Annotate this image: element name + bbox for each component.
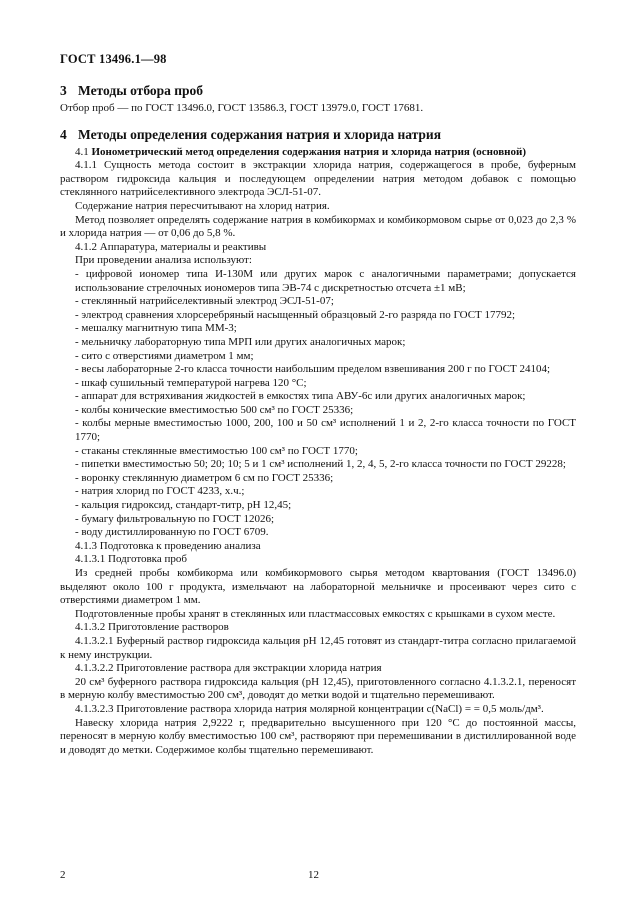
paragraph: 4.1.2 Аппаратура, материалы и реактивы [75,240,267,253]
section-3-text: Отбор проб — по ГОСТ 13496.0, ГОСТ 13586.3, ГОСТ 13979.0, ГОСТ 17681. [60,102,424,114]
paragraph: Навеску хлорида натрия 2,9222 г, предварительно высушенного при 120 °С до постоянной массы, переносят в мерную колбу вместимостью 100 см³, растворяют при перемешивании в дистиллированной воде и доводят до метки. Содержимое колбы тщательно перемешивают. [60,716,576,756]
paragraph: Метод позволяет определять содержание натрия в комбикормах и комбикормовом сырье от 0,023 до 2,3 % и хлорида натрия — от 0,06 до 5,8 %. [60,213,576,240]
paragraph [60,146,576,160]
list-item: - мельничку лабораторную типа МРП или других аналогичных марок; [75,335,406,348]
section-4-content [60,146,576,758]
list-item: - аппарат для встряхивания жидкостей в емкостях типа АВУ-6с или других аналогичных марок; [75,390,526,403]
list-item: - воду дистиллированную по ГОСТ 6709. [75,526,269,539]
section-3-number: 3 [60,83,67,98]
list-item: - натрия хлорид по ГОСТ 4233, х.ч.; [75,485,245,498]
list-item: - электрод сравнения хлорсеребряный насыщенный образцовый 2-го разряда по ГОСТ 17792; [75,308,516,321]
paragraph: При проведении анализа используют: [75,254,252,267]
paragraph: 4.1.3 Подготовка к проведению анализа [75,539,261,552]
list-item: - колбы конические вместимостью 500 см³ по ГОСТ 25336; [75,403,354,416]
list-item: - цифровой иономер типа И-130М или других марок с аналогичными параметрами; допускается использование стрелочных иономеров типа ЭВ-74 с дискретностью отсчета ±1 мВ; [75,267,576,294]
list-item: - воронку стеклянную диаметром 6 см по ГОСТ 25336; [75,471,334,484]
paragraph-heading-run: Ионометрический метод определения содержания натрия и хлорида натрия (основной) [91,145,527,158]
list-item: - сито с отверстиями диаметром 1 мм; [75,349,254,362]
list-item: - мешалку магнитную типа ММ-3; [75,322,237,335]
list-item: - стаканы стеклянные вместимостью 100 см³ по ГОСТ 1770; [75,444,358,457]
list-item: - колбы мерные вместимостью 1000, 200, 100 и 50 см³ исполнений 1 и 2, 2-го класса точности по ГОСТ 1770; [75,417,576,444]
section-4-number: 4 [60,126,67,142]
paragraph: Подготовленные пробы хранят в стеклянных или пластмассовых емкостях с крышками в сухом месте. [75,607,556,620]
paragraph: 4.1.3.2.3 Приготовление раствора хлорида натрия молярной концентрации с(NaCl) = = 0,5 моль/дм³. [75,702,544,715]
paragraph-run: 4.1 [75,145,92,158]
paragraph: 4.1.3.2.1 Буферный раствор гидроксида кальция рН 12,45 готовят из стандарт-титра согласно прилагаемой к нему инструкции. [60,634,576,661]
sheet-number: 12 [308,869,319,881]
section-4-heading [60,126,576,143]
page-number: 2 [60,869,66,881]
paragraph: 4.1.3.1 Подготовка проб [75,553,187,566]
paragraph: 4.1.1 Сущность метода состоит в экстракции хлорида натрия, содержащегося в пробе, буферным раствором гидроксида кальция и последующем определении натрия методом добавок с помощью стеклянного натрийселективного электрода ЭСЛ-51-07. [60,159,576,199]
paragraph: Из средней пробы комбикорма или комбикормового сырья методом квартования (ГОСТ 13496.0) выделяют около 100 г продукта, измельчают на лабораторной мельничке и просеивают через сито с отверстиями диаметром 1 мм. [60,567,576,607]
list-item: - шкаф сушильный температурой нагрева 120 °С; [75,376,307,389]
list-item: - весы лабораторные 2-го класса точности наибольшим пределом взвешивания 200 г по ГОСТ 24104; [75,363,551,376]
section-4-title: Методы определения содержания натрия и хлорида натрия [78,126,442,142]
paragraph: 20 см³ буферного раствора гидроксида кальция (рН 12,45), приготовленного согласно 4.1.3.2.1, переносят в мерную колбу вместимостью 200 см³, доводят до метки водой и тщательно перемешивают. [60,675,576,702]
document-body [60,82,576,757]
list-item: - бумагу фильтровальную по ГОСТ 12026; [75,512,275,525]
list-item: - кальция гидроксид, стандарт-титр, рН 12,45; [75,499,292,512]
document-code-header: ГОСТ 13496.1—98 [60,52,167,66]
section-3-title: Методы отбора проб [78,83,204,98]
paragraph: 4.1.3.2 Приготовление растворов [75,621,229,634]
section-3-heading [60,82,576,99]
list-item: - пипетки вместимостью 50; 20; 10; 5 и 1 см³ исполнений 1, 2, 4, 5, 2-го класса точности по ГОСТ 29228; [75,458,566,471]
list-item: - стеклянный натрийселективный электрод ЭСЛ-51-07; [75,295,334,308]
paragraph: Содержание натрия пересчитывают на хлорид натрия. [75,199,330,212]
paragraph: 4.1.3.2.2 Приготовление раствора для экстракции хлорида натрия [75,662,382,675]
